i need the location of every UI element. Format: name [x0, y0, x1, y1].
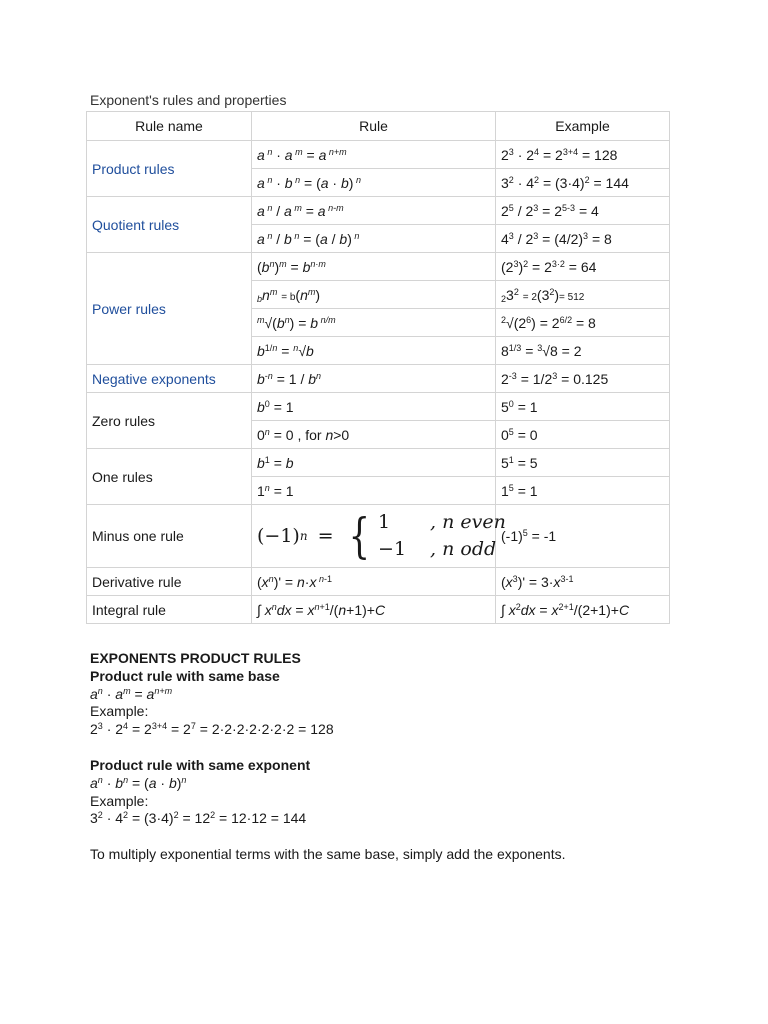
rule-name-one: One rules: [87, 449, 252, 505]
rule-name-product[interactable]: Product rules: [87, 141, 252, 197]
piecewise-equals: =: [317, 525, 334, 547]
table-row: [87, 568, 670, 596]
rule-formula: $b^1 = b$: [252, 449, 496, 477]
rule-name-power[interactable]: Power rules: [87, 253, 252, 365]
rule-formula: $_bn^m = b(n^m)$: [252, 281, 496, 309]
rule-example: $1^5 = 1$: [496, 477, 670, 505]
table-row: [87, 393, 670, 421]
example-same-base: $2^3 \cdot 2^4 = 2^{3+4} = 2^7 = 2\cdot 2\cdot 2\cdot 2\cdot 2\cdot 2\cdot 2 = 128$: [90, 721, 334, 737]
rule-name-integral: Integral rule: [87, 596, 252, 624]
exponent-rules-table: [86, 111, 670, 624]
rule-example: $2^3 \cdot 2^4 = 2^{3+4} = 128$: [496, 141, 670, 169]
section-heading: EXPONENTS PRODUCT RULES: [90, 650, 301, 666]
table-row: [87, 449, 670, 477]
header-rule: Rule: [252, 112, 496, 141]
rule-formula: a $^n$ / b $^n$ = (a / b) $^n$: [252, 225, 496, 253]
rule-example: $8^{1/3} = ^3√8 = 2$: [496, 337, 670, 365]
header-example: Example: [496, 112, 670, 141]
rule-formula: $b^{1/n} = ^n√b$: [252, 337, 496, 365]
rule-formula: $^m√(b^n) = b$ $^{n/m}$: [252, 309, 496, 337]
rule-name-quotient[interactable]: Quotient rules: [87, 197, 252, 253]
rule-formula: $0^n = 0$ , for n>0: [252, 421, 496, 449]
piecewise-lhs-exponent: n: [299, 529, 308, 543]
section-title-same-base: Product rule with same base: [90, 668, 280, 684]
rule-example: $(2^3)^2 = 2^{3\cdot 2} = 64$: [496, 253, 670, 281]
example-label: Example:: [90, 703, 149, 719]
formula-same-exponent: $a^n \cdot b^n = (a \cdot b)^n$: [90, 775, 187, 791]
rule-example: $2^{-3} = 1/2^3 = 0.125$: [496, 365, 670, 393]
rule-example: $5^1 = 5$: [496, 449, 670, 477]
case-condition: , n odd: [430, 538, 497, 560]
rule-example: $4^3 / 2^3 = (4/2)^3 = 8$: [496, 225, 670, 253]
example-same-exponent: $3^2 \cdot 4^2 = (3\cdot 4)^2 = 12^2 = 12\cdot 12 = 144$: [90, 810, 307, 826]
table-caption: Exponent's rules and properties: [90, 92, 287, 108]
rule-example: $_23^2 = 2(3^2)= 512$: [496, 281, 670, 309]
rule-formula: $(x^n)' = n\cdot x$ $^{n-1}$: [252, 568, 496, 596]
rule-name-negative[interactable]: Negative exponents: [87, 365, 252, 393]
rule-formula: a $^n$ · a $^m$ = a $^{n+m}$: [252, 141, 496, 169]
rule-formula: $(b^n)^m = b^{n\cdot m}$: [252, 253, 496, 281]
summary-text: To multiply exponential terms with the same base, simply add the exponents.: [90, 846, 566, 862]
formula-same-base: $a^n \cdot a^m = a^{n+m}$: [90, 686, 173, 702]
piecewise-lhs: (−1): [257, 525, 300, 547]
rule-formula-piecewise: [252, 505, 506, 568]
rule-formula: a $^n$ · b $^n$ = (a · b) $^n$: [252, 169, 496, 197]
table-row: [87, 197, 670, 225]
case-value: 1: [378, 511, 391, 533]
table-row: [87, 141, 670, 169]
rule-example: $0^5 = 0$: [496, 421, 670, 449]
example-label: Example:: [90, 793, 149, 809]
rule-formula: $b^{-n} = 1 / b^n$: [252, 365, 496, 393]
rule-formula: $1^n = 1$: [252, 477, 496, 505]
piecewise-brace: {: [348, 508, 370, 564]
rule-example: $(x^3)' = 3\cdot x^{3-1}$: [496, 568, 670, 596]
rule-example: $5^0 = 1$: [496, 393, 670, 421]
rule-formula: a $^n$ / a $^m$ = a $^{n-m}$: [252, 197, 496, 225]
case-condition: , n even: [430, 511, 506, 533]
table-header-row: [87, 112, 670, 141]
table-row: [87, 596, 670, 624]
rule-name-derivative: Derivative rule: [87, 568, 252, 596]
case-value: −1: [378, 538, 407, 560]
section-title-same-exponent: Product rule with same exponent: [90, 757, 311, 773]
header-rule-name: Rule name: [87, 112, 252, 141]
rule-name-zero: Zero rules: [87, 393, 252, 449]
table-row: [87, 505, 670, 568]
rule-formula: ∫ $x^ndx = x^{n+1}/(n+1)+C$: [252, 596, 496, 624]
rule-name-minus-one: Minus one rule: [87, 505, 252, 568]
rule-example: $2^5 / 2^3 = 2^{5-3} = 4$: [496, 197, 670, 225]
rule-example: $(-1)^5 = -1$: [496, 505, 670, 568]
rule-example: $^2√(2^6) = 2^{6/2} = 8$: [496, 309, 670, 337]
rule-example: ∫ $x^2dx = x^{2+1}/(2+1)+C$: [496, 596, 670, 624]
rule-formula: $b^0 = 1$: [252, 393, 496, 421]
rule-example: $3^2 \cdot 4^2 = (3\cdot 4)^2 = 144$: [496, 169, 670, 197]
table-row: [87, 365, 670, 393]
table-row: [87, 253, 670, 281]
